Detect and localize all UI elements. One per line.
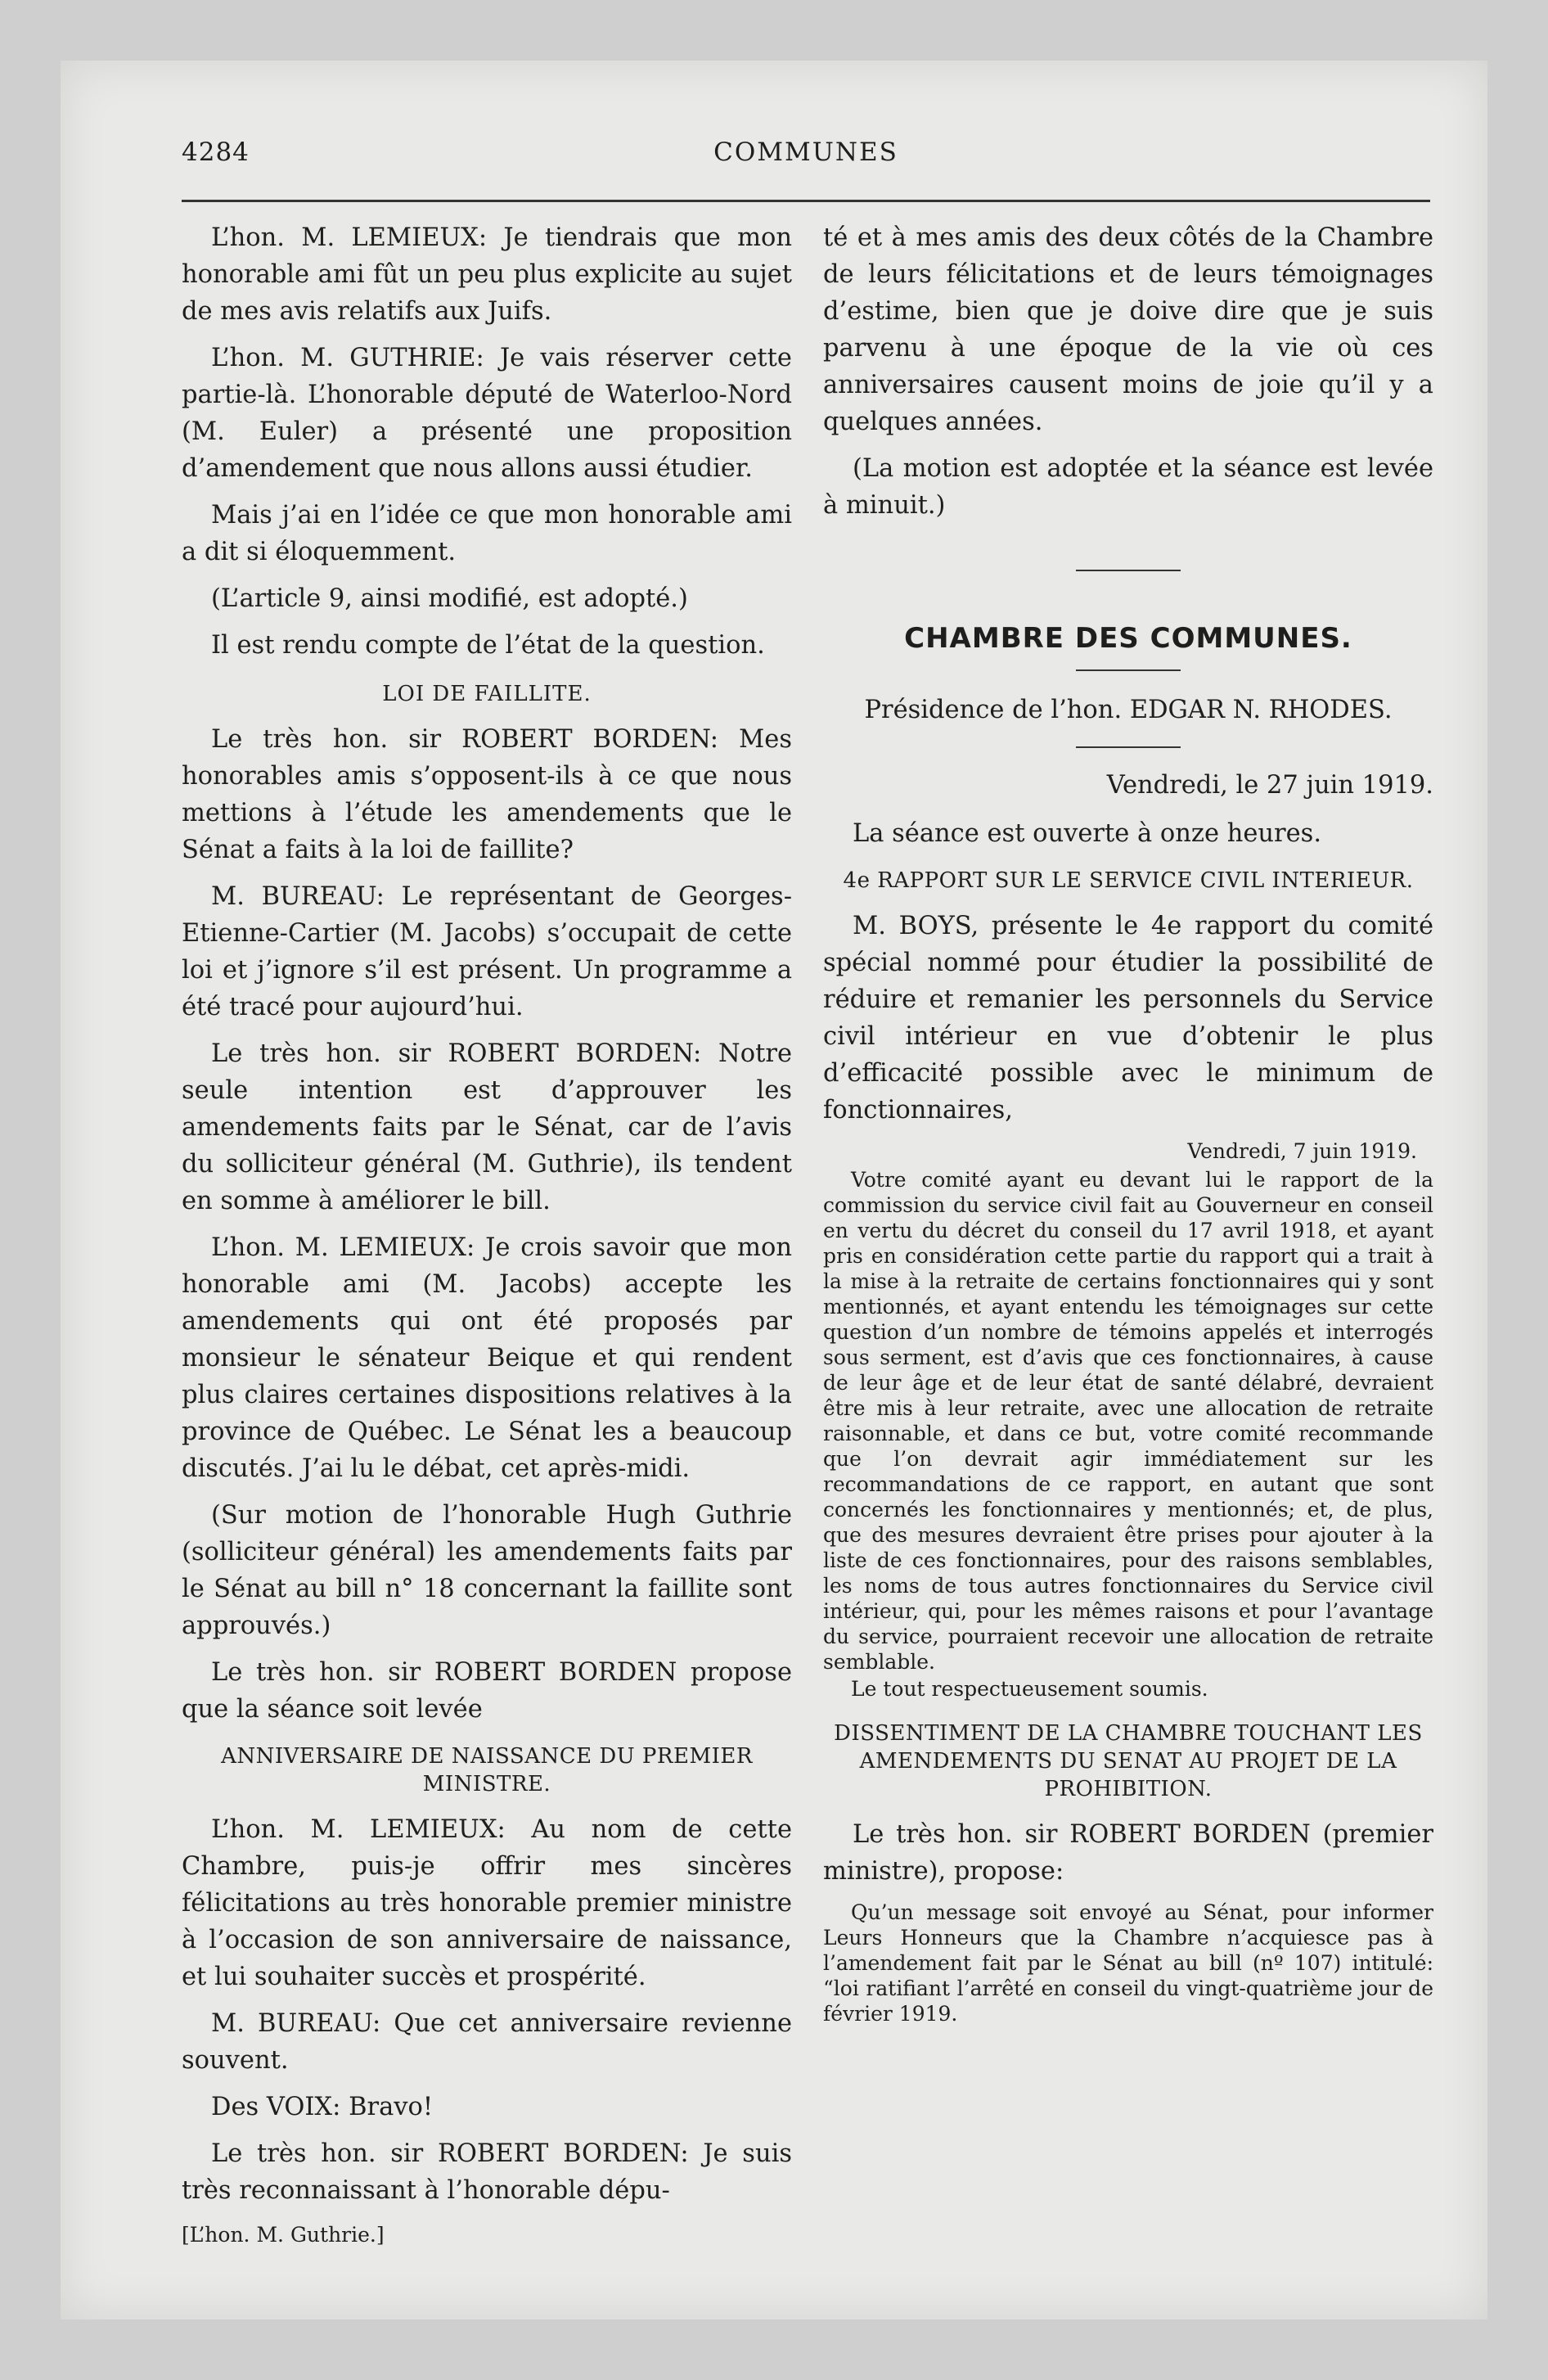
paragraph: Des VOIX: Bravo! [211, 2093, 434, 2121]
right-column [823, 219, 1433, 2026]
left-column [182, 219, 792, 2247]
paragraph: Le très hon. sir ROBERT BORDEN: Mes honorables amis s’opposent-ils à ce que nous mettions à l’étude les amendements que le Sénat a faits à la loi de faillite? [182, 725, 792, 864]
running-title: COMMUNES [713, 137, 898, 167]
header-rule [182, 200, 1430, 202]
paragraph: (L’article 9, ainsi modifié, est adopté.) [211, 584, 688, 613]
title-divider [1076, 746, 1181, 748]
paragraph: M. BUREAU: Que cet anniversaire revienne souvent. [182, 2009, 792, 2075]
paragraph: Mais j’ai en l’idée ce que mon honorable ami a dit si éloquemment. [182, 501, 792, 566]
paragraph: Il est rendu compte de l’état de la question. [211, 631, 765, 660]
paragraph: L’hon. M. LEMIEUX: Je crois savoir que mon honorable ami (M. Jacobs) accepte les amendements qui ont été proposés par monsieur le sénateur Beique et qui rendent plus claires certaines dispositions relatives à la province de Québec. Le Sénat les a beaucoup discutés. J’ai lu le débat, cet après-midi. [182, 1233, 792, 1483]
section-heading-faillite: LOI DE FAILLITE. [382, 682, 592, 706]
paragraph: M. BOYS, présente le 4e rapport du comité spécial nommé pour étudier la possibilité de réduire et remanier les personnels du Service civil intérieur en vue d’obtenir le plus d’efficacité possible avec le minimum de fonctionnaires, [823, 912, 1433, 1125]
section-heading-rapport: 4e RAPPORT SUR LE SERVICE CIVIL INTERIEUR. [843, 868, 1414, 893]
paragraph: L’hon. M. GUTHRIE: Je vais réserver cette partie-là. L’honorable député de Waterloo-Nord (M. Euler) a présenté une proposition d’amendement que nous allons aussi étudier. [182, 344, 792, 483]
section-heading-anniversaire: ANNIVERSAIRE DE NAISSANCE DU PREMIER MINISTRE. [221, 1744, 753, 1796]
presidency-line: Présidence de l’hon. EDGAR N. RHODES. [864, 696, 1393, 724]
title-divider [1076, 669, 1181, 671]
paragraph: (La motion est adoptée et la séance est levée à minuit.) [823, 454, 1433, 520]
report-signature: Le tout respectueusement soumis. [851, 1677, 1208, 1701]
paragraph: L’hon. M. LEMIEUX: Je tiendrais que mon honorable ami fût un peu plus explicite au sujet de mes avis relatifs aux Juifs. [182, 223, 792, 326]
paragraph: (Sur motion de l’honorable Hugh Guthrie (solliciteur général) les amendements faits par le Sénat au bill n° 18 concernant la faillite sont approuvés.) [182, 1501, 792, 1640]
paragraph: té et à mes amis des deux côtés de la Chambre de leurs félicitations et de leurs témoignages d’estime, bien que je doive dire que je suis parvenu à une époque de la vie où ces anniversaires causent moins de joie qu’il y a quelques années. [823, 223, 1433, 436]
paragraph: La séance est ouverte à onze heures. [853, 819, 1322, 848]
paragraph: Le très hon. sir ROBERT BORDEN (premier ministre), propose: [823, 1820, 1433, 1886]
report-date: Vendredi, 7 juin 1919. [1187, 1139, 1417, 1163]
report-body: Votre comité ayant eu devant lui le rapport de la commission du service civil fait au Gouverneur en conseil en vertu du décret du conseil du 17 avril 1918, et ayant pris en considération cette partie du rapport qui a trait à la mise à la retraite de certains fonctionnaires qui y sont mentionnés, et ayant entendu les témoignages sur cette question d’un nombre de témoins appelés et interrogés sous serment, est d’avis que ces fonctionnaires, à cause de leur âge et de leur état de santé délabré, devraient être mis à leur retraite, avec une allocation de retraite raisonnable, et dans ce but, votre comité recommande que l’on devrait agir immédiatement sur les recommandations de ce rapport, en autant que sont concernés les fonctionnaires y mentionnés; et, de plus, que des mesures devraient être prises pour ajouter à la liste de ces fonctionnaires, pour des raisons semblables, les noms de tous autres fonctionnaires du Service civil intérieur, qui, pour les mêmes raisons et pour l’avantage du service, pourraient recevoir une allocation de retraite semblable. [823, 1168, 1433, 1674]
sitting-date: Vendredi, le 27 juin 1919. [1106, 771, 1433, 800]
paragraph: L’hon. M. LEMIEUX: Au nom de cette Chambre, puis-je offrir mes sincères félicitations au très honorable premier ministre à l’occasion de son anniversaire de naissance, et lui souhaiter succès et prospérité. [182, 1815, 792, 1991]
running-header [182, 137, 1430, 170]
motion-text: Qu’un message soit envoyé au Sénat, pour informer Leurs Honneurs que la Chambre n’acquiesce pas à l’amendement fait par le Sénat au bill (nº 107) intitulé: “loi ratifiant l’arrêté en conseil du vingt-quatrième jour de février 1919. [823, 1900, 1433, 2026]
chamber-title: CHAMBRE DES COMMUNES. [904, 622, 1352, 655]
paragraph: Le très hon. sir ROBERT BORDEN propose que la séance soit levée [182, 1658, 792, 1724]
paragraph: Le très hon. sir ROBERT BORDEN: Notre seule intention est d’approuver les amendements faits par le Sénat, car de l’avis du solliciteur général (M. Guthrie), ils tendent en somme à améliorer le bill. [182, 1039, 792, 1215]
section-heading-dissentiment: DISSENTIMENT DE LA CHAMBRE TOUCHANT LES AMENDEMENTS DU SENAT AU PROJET DE LA PROHIBITION. [834, 1721, 1423, 1801]
paragraph: M. BUREAU: Le représentant de Georges-Etienne-Cartier (M. Jacobs) s’occupait de cette loi et j’ignore s’il est présent. Un programme a été tracé pour aujourd’hui. [182, 882, 792, 1021]
paragraph: Le très hon. sir ROBERT BORDEN: Je suis très reconnaissant à l’honorable dépu- [182, 2139, 792, 2205]
section-divider [1076, 570, 1181, 571]
page-number: 4284 [182, 137, 250, 167]
page-footer-note: [L’hon. M. Guthrie.] [182, 2223, 385, 2247]
